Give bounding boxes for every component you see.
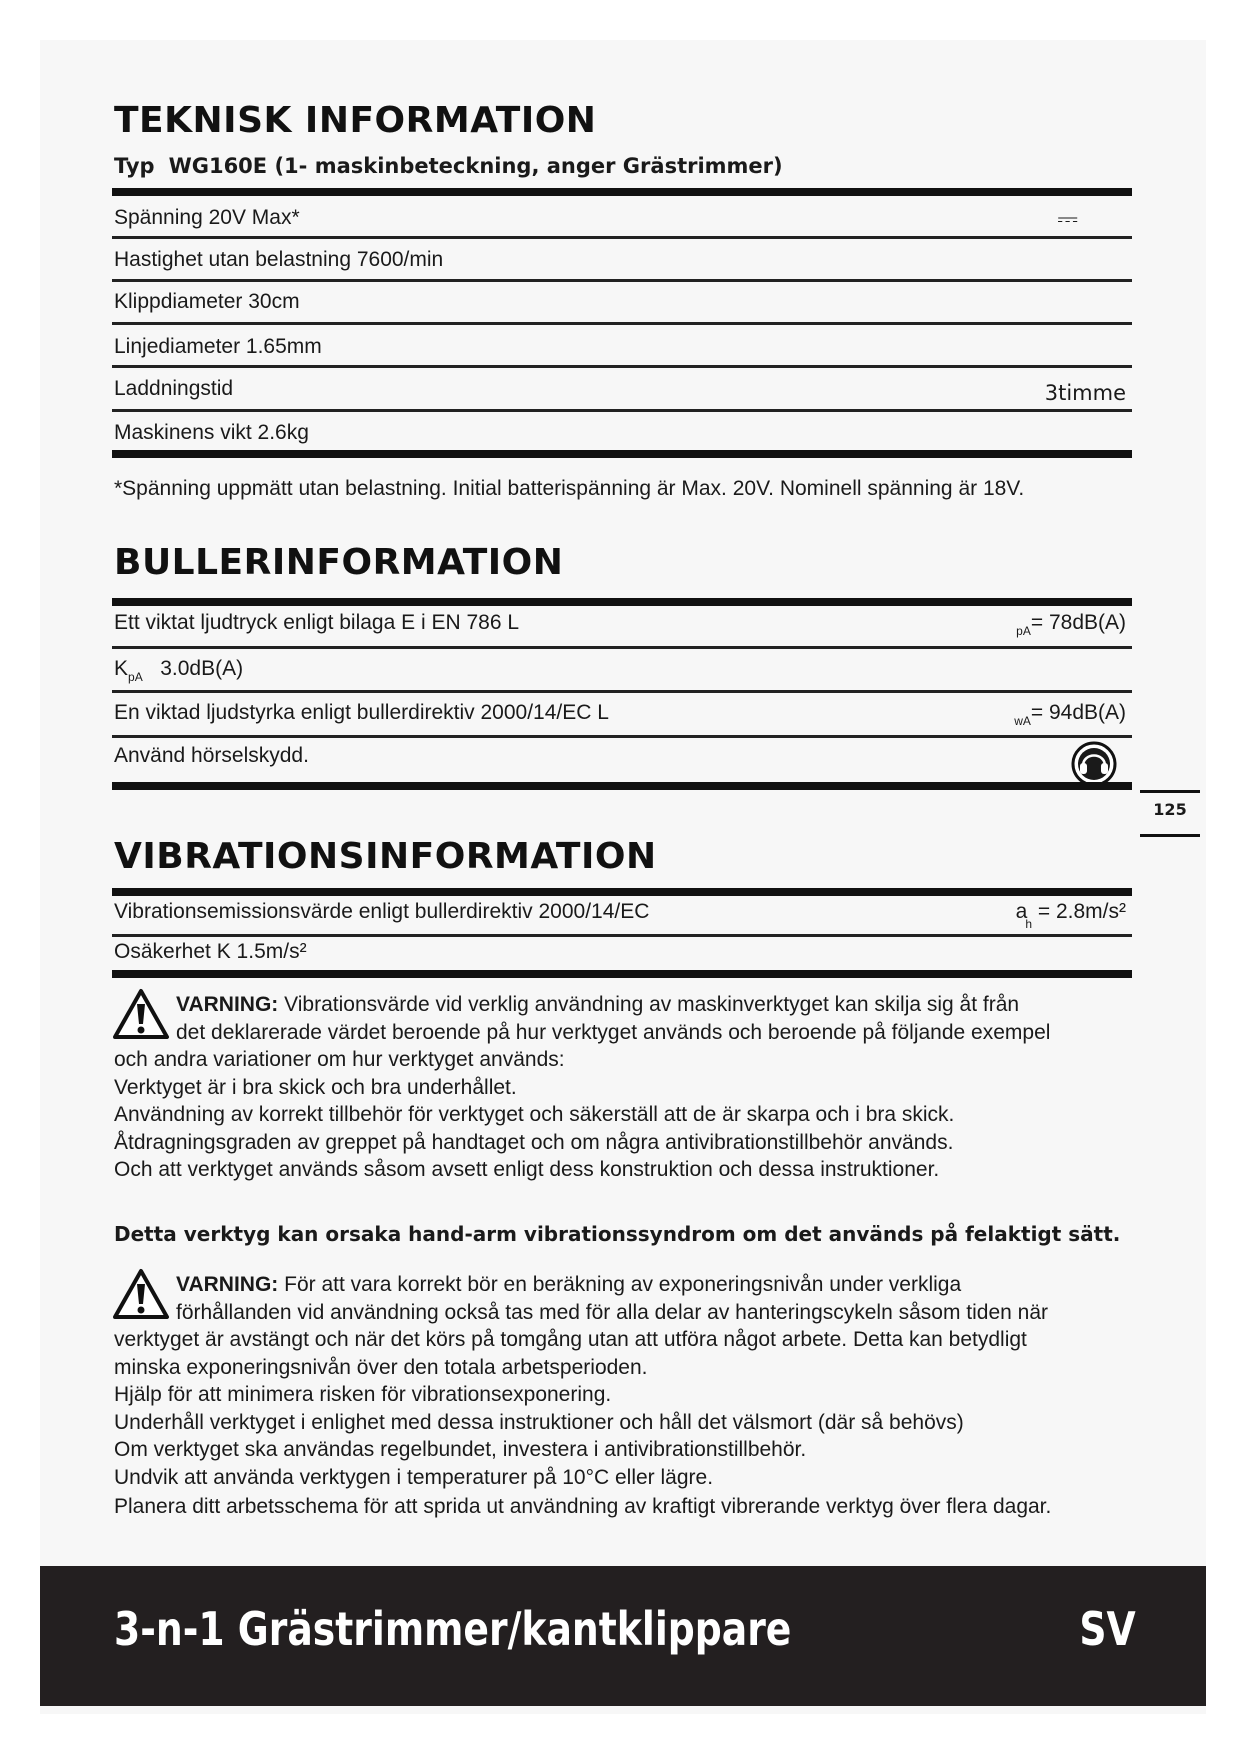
vibration-emission-row (114, 899, 1130, 931)
charge-time-row (114, 376, 1130, 405)
cut-diameter-row (114, 289, 1130, 315)
vibration-heading: VIBRATIONSINFORMATION (114, 836, 657, 877)
speed-text: Hastighet utan belastning 7600/min (114, 248, 444, 271)
warning2-line1 (114, 1271, 1134, 1299)
warning2-line7: Om verktyget ska användas regelbundet, investera i antivibrationstillbehör. (114, 1438, 807, 1461)
warning1-line7: Och att verktyget används såsom avsett enligt dess konstruktion och dessa instruktioner. (114, 1158, 940, 1181)
row-divider (112, 409, 1132, 412)
k-label: K (114, 657, 129, 680)
sound-power-value: = 94dB(A) (1030, 701, 1126, 724)
hav-notice: Detta verktyg kan orsaka hand-arm vibrationssyndrom om det används på felaktigt sätt. (114, 1222, 1121, 1246)
warning1-line3: och andra variationer om hur verktyget används: (114, 1048, 565, 1071)
table-bottom-rule (112, 450, 1132, 458)
warning2-line3: verktyget är avstängt och när det körs på tomgång utan att utföra något arbete. Detta kan betydligt (114, 1328, 1027, 1351)
warning1-line4: Verktyget är i bra skick och bra underhållet. (114, 1075, 517, 1099)
type-value: WG160E (1- maskinbeteckning, anger Grästrimmer) (168, 154, 783, 178)
hearing-protection-row (114, 743, 1130, 769)
sound-pressure-value: = 78dB(A) (1030, 611, 1126, 634)
table-top-rule (112, 188, 1132, 196)
type-label: Typ (114, 154, 155, 178)
noise-heading: BULLERINFORMATION (114, 542, 564, 583)
footer-banner (40, 1566, 1206, 1706)
cut-diameter-text: Klippdiameter 30cm (114, 290, 300, 313)
warning2-line8: Undvik att använda verktygen i temperaturer på 10°C eller lägre. (114, 1465, 714, 1489)
warning2-line1-text: För att vara korrekt bör en beräkning av exponeringsnivån under verkliga (278, 1273, 962, 1296)
vibration-uncertainty-row (114, 939, 1130, 965)
page-number: 125 (1153, 800, 1187, 819)
line-diameter-row (114, 334, 1130, 360)
row-divider (112, 735, 1132, 738)
vibration-a: a (1015, 900, 1028, 923)
warning2-line5: Hjälp för att minimera risken för vibrationsexponering. (114, 1383, 612, 1406)
row-divider (112, 690, 1132, 693)
voltage-row (114, 205, 1130, 231)
row-divider (112, 236, 1132, 239)
footer-product-title: 3-n-1 Grästrimmer/kantklippare (114, 1602, 792, 1656)
table-bottom-rule (112, 970, 1132, 978)
charge-time-label: Laddningstid (114, 377, 234, 400)
warning2-line2: förhållanden vid användning också tas med för alla delar av hanteringscykeln såsom tiden när (176, 1300, 1049, 1324)
vibration-emission-label: Vibrationsemissionsvärde enligt bullerdirektiv 2000/14/EC (114, 900, 650, 923)
line-diameter-text: Linjediameter 1.65mm (114, 335, 322, 358)
warning1-label: VARNING: (176, 993, 279, 1016)
warning2-line6: Underhåll verktyget i enlighet med dessa instruktioner och håll det välsmort (där så behövs) (114, 1410, 964, 1434)
exposure-warning (114, 1271, 1134, 1521)
type-designation (114, 154, 783, 178)
row-divider (112, 934, 1132, 937)
weight-text: Maskinens vikt 2.6kg (114, 421, 309, 444)
table-bottom-rule (112, 782, 1132, 790)
sound-power-value-group (1014, 700, 1126, 734)
voltage-footnote: *Spänning uppmätt utan belastning. Initial batterispänning är Max. 20V. Nominell spänning är 18V. (114, 477, 1025, 500)
voltage-text: Spänning 20V Max* (114, 206, 300, 229)
sound-power-label: En viktad ljudstyrka enligt bullerdirektiv 2000/14/EC L (114, 701, 609, 724)
table-top-rule (112, 598, 1132, 606)
warning2-line4: minska exponeringsnivån över den totala arbetsperioden. (114, 1355, 648, 1379)
sound-pressure-row (114, 610, 1130, 636)
sound-power-row (114, 700, 1130, 726)
row-divider (112, 279, 1132, 282)
table-top-rule (112, 888, 1132, 896)
sound-power-subscript: wA (1014, 714, 1031, 728)
weight-row (114, 420, 1130, 446)
footer-language-code: SV (1079, 1602, 1136, 1656)
hearing-protection-text: Använd hörselskydd. (114, 744, 309, 767)
warning1-line1 (114, 991, 1134, 1019)
speed-row (114, 247, 1130, 273)
k-subscript: pA (128, 670, 143, 684)
vibration-emission-value-group (1016, 899, 1126, 937)
sound-pressure-subscript: pA (1016, 624, 1031, 638)
page-number-bottom-rule (1140, 834, 1200, 837)
page-number-top-rule (1140, 790, 1200, 793)
warning1-line6: Åtdragningsgraden av greppet på handtaget och om några antivibrationstillbehör används. (114, 1130, 954, 1154)
dc-symbol-icon: ⎓ (1057, 203, 1078, 233)
vibration-subscript: h (1025, 917, 1033, 931)
vibration-uncertainty-text: Osäkerhet K 1.5m/s² (114, 940, 307, 963)
charge-time-value: 3timme (1044, 381, 1126, 405)
row-divider (112, 365, 1132, 368)
vibration-emission-value: = 2.8m/s² (1037, 900, 1126, 923)
warning1-line1-text: Vibrationsvärde vid verklig användning av maskinverktyget kan skilja sig åt från (278, 993, 1020, 1016)
warning1-line5: Användning av korrekt tillbehör för verktyget och säkerställ att de är skarpa och i bra skick. (114, 1103, 955, 1126)
row-divider (112, 322, 1132, 325)
vibration-warning (114, 991, 1134, 1184)
sound-pressure-label: Ett viktat ljudtryck enligt bilaga E i EN 786 L (114, 611, 520, 634)
warning2-label: VARNING: (176, 1273, 279, 1296)
warning2-line9: Planera ditt arbetsschema för att sprida ut användning av kraftigt vibrerande verktyg över flera dagar. (114, 1495, 1052, 1518)
ear-protection-icon (1070, 740, 1118, 788)
tech-heading: TEKNISK INFORMATION (114, 100, 597, 141)
sound-pressure-value-group (1016, 610, 1126, 644)
warning1-line2: det deklarerade värdet beroende på hur verktyget används och beroende på följande exempel (176, 1020, 1051, 1044)
row-divider (112, 646, 1132, 649)
k-value: 3.0dB(A) (160, 657, 244, 680)
k-uncertainty-row (114, 656, 1130, 690)
